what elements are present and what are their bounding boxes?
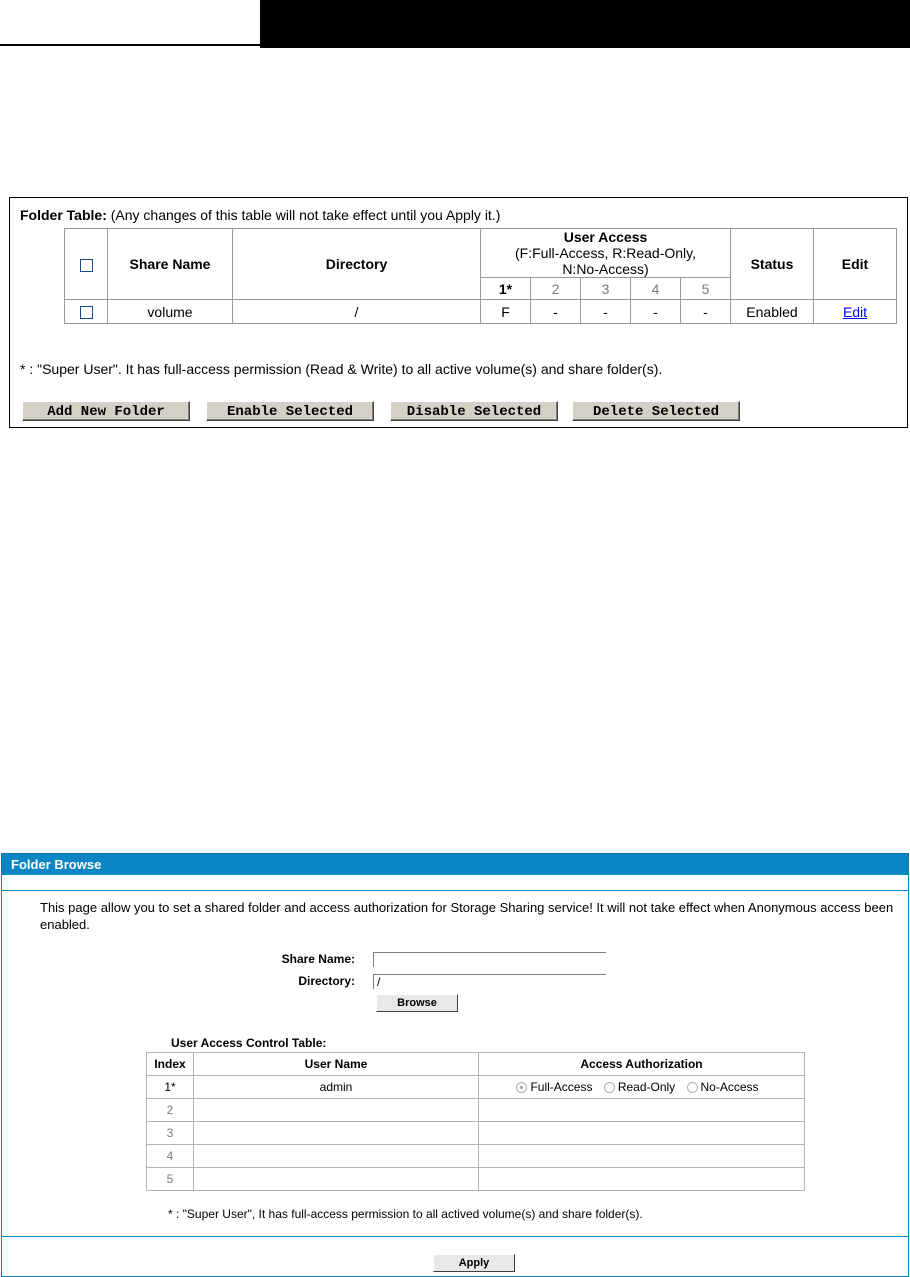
- uac-index: 2: [147, 1099, 194, 1122]
- delete-selected-button[interactable]: Delete Selected: [572, 401, 740, 421]
- add-new-folder-button[interactable]: Add New Folder: [22, 401, 190, 421]
- row-access-3: -: [581, 300, 631, 324]
- user-col-1: 1*: [481, 278, 531, 300]
- table-row: [147, 1099, 805, 1122]
- col-user-access: [481, 229, 731, 278]
- uac-table-title: User Access Control Table:: [171, 1036, 327, 1050]
- uac-col-index: Index: [147, 1053, 194, 1076]
- row-directory: /: [233, 300, 481, 324]
- uac-auth-empty: [479, 1099, 805, 1122]
- no-access-label: No-Access: [700, 1080, 759, 1094]
- uac-index: 3: [147, 1122, 194, 1145]
- title-divider: [2, 875, 908, 891]
- select-all-cell: [65, 229, 108, 300]
- folder-table-title-bold: Folder Table:: [20, 207, 107, 223]
- edit-link[interactable]: Edit: [842, 303, 868, 320]
- full-access-radio[interactable]: [516, 1082, 527, 1093]
- directory-label: Directory:: [298, 974, 355, 988]
- user-col-3: 3: [581, 278, 631, 300]
- super-user-note: * : "Super User". It has full-access permission (Read & Write) to all active volume(s) and share folder(s).: [20, 361, 663, 377]
- directory-input[interactable]: [373, 974, 606, 989]
- no-access-radio[interactable]: [687, 1082, 698, 1093]
- browse-button[interactable]: Browse: [376, 994, 458, 1012]
- folder-browse-panel: [1, 853, 909, 1277]
- user-access-control-table: [146, 1052, 805, 1191]
- user-col-4: 4: [631, 278, 681, 300]
- col-share-name: Share Name: [108, 229, 233, 300]
- header-black-bar: [260, 0, 910, 48]
- uac-user: [194, 1168, 479, 1191]
- uac-auth-empty: [479, 1168, 805, 1191]
- row-access-4: -: [631, 300, 681, 324]
- row-select-cell: [65, 300, 108, 324]
- read-only-label: Read-Only: [617, 1080, 676, 1094]
- table-row: [147, 1145, 805, 1168]
- row-access-2: -: [531, 300, 581, 324]
- table-row: [147, 1168, 805, 1191]
- user-col-5: 5: [681, 278, 731, 300]
- header-left-blank: [0, 0, 260, 46]
- folder-table-panel: [9, 197, 908, 428]
- uac-user: [194, 1099, 479, 1122]
- uac-col-auth: Access Authorization: [479, 1053, 805, 1076]
- read-only-radio[interactable]: [604, 1082, 615, 1093]
- col-directory: Directory: [233, 229, 481, 300]
- share-name-input[interactable]: [373, 952, 606, 967]
- select-all-checkbox[interactable]: [80, 259, 93, 272]
- row-edit-cell: [814, 300, 897, 324]
- row-share-name: volume: [108, 300, 233, 324]
- row-checkbox[interactable]: [80, 306, 93, 319]
- row-access-5: -: [681, 300, 731, 324]
- share-name-label: Share Name:: [281, 952, 355, 966]
- uac-auth-empty: [479, 1122, 805, 1145]
- folder-table-title: [20, 207, 500, 223]
- folder-table: [64, 228, 897, 324]
- user-access-legend-2: N:No-Access): [562, 261, 649, 277]
- table-row: [65, 300, 897, 324]
- col-edit: Edit: [814, 229, 897, 300]
- uac-index: 5: [147, 1168, 194, 1191]
- row-status: Enabled: [731, 300, 814, 324]
- uac-auth-empty: [479, 1145, 805, 1168]
- table-row: [147, 1122, 805, 1145]
- uac-index: 4: [147, 1145, 194, 1168]
- col-status: Status: [731, 229, 814, 300]
- user-access-heading: User Access: [563, 229, 648, 245]
- footer-divider: [2, 1236, 908, 1237]
- uac-super-user-note: * : "Super User", It has full-access permission to all actived volume(s) and share folder(s).: [168, 1207, 643, 1221]
- disable-selected-button[interactable]: Disable Selected: [390, 401, 558, 421]
- user-col-2: 2: [531, 278, 581, 300]
- uac-col-user-name: User Name: [194, 1053, 479, 1076]
- uac-user: [194, 1122, 479, 1145]
- folder-browse-title: Folder Browse: [2, 854, 908, 875]
- folder-browse-description: This page allow you to set a shared folder and access authorization for Storage Sharing service! It will not take effect when Anonymous access been enabled.: [40, 900, 894, 932]
- enable-selected-button[interactable]: Enable Selected: [206, 401, 374, 421]
- user-access-legend-1: (F:Full-Access, R:Read-Only,: [515, 245, 696, 261]
- uac-user: [194, 1145, 479, 1168]
- uac-index: 1*: [147, 1076, 194, 1099]
- uac-auth-options: [479, 1076, 805, 1099]
- full-access-label: Full-Access: [530, 1080, 593, 1094]
- folder-table-title-rest: (Any changes of this table will not take effect until you Apply it.): [106, 207, 501, 223]
- row-access-1: F: [481, 300, 531, 324]
- table-row: [147, 1076, 805, 1099]
- apply-button[interactable]: Apply: [433, 1254, 515, 1272]
- uac-user: admin: [194, 1076, 479, 1099]
